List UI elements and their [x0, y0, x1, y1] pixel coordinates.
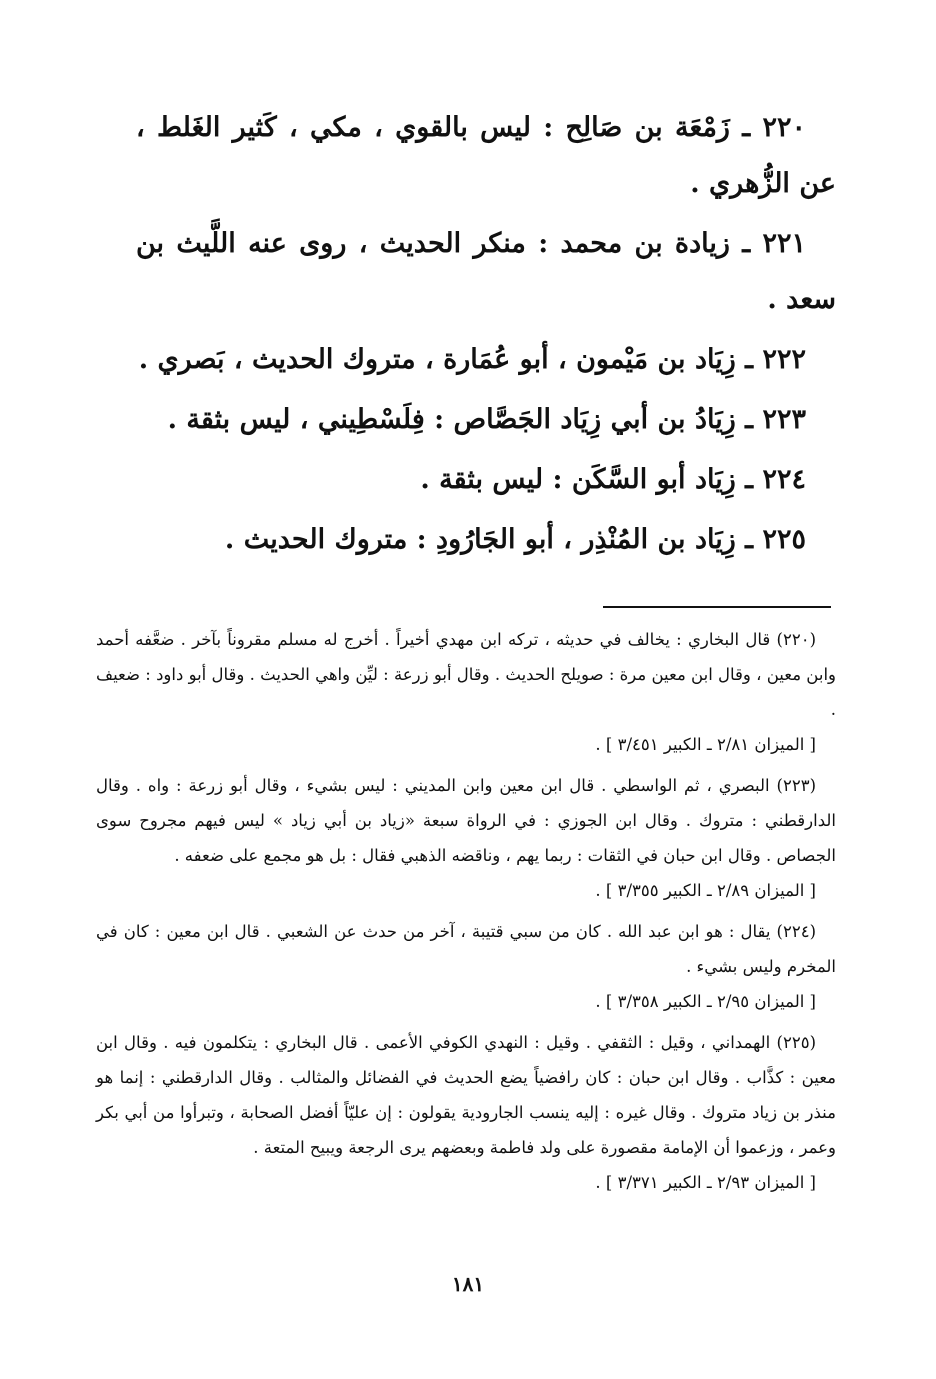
footnote-text: (٢٢٣) البصري ، ثم الواسطي . قال ابن معين وابن المديني : ليس بشيء ، وقال أبو زرعة : واه . وقال الدارقطني : متروك . وقال ابن الجوزي : في الرواة سبعة «زياد بن أبي زياد » ليس فيهم مجروح سوى الجصاص . وقال ابن حبان في الثقات : ربما يهم ، وناقضه الذهبي فقال : بل هو مجمع على ضعفه . — [96, 776, 836, 865]
footnote-text: (٢٢٠) قال البخاري : يخالف في حديثه ، تركه ابن مهدي أخيراً . أخرج له مسلم مقروناً بآخر . ضعَّفه أحمد وابن معين ، وقال ابن معين مرة : صويلح الحديث . وقال أبو زرعة : ليِّن واهي الحديث . وقال أبو داود : ضعيف . — [96, 630, 836, 719]
footnote-text: (٢٢٤) يقال : هو ابن عبد الله . كان من سبي قتيبة ، آخر من حدث عن الشعبي . قال ابن معين : كان في المخرم وليس بشيء . — [96, 922, 836, 976]
narrator-entries — [136, 100, 836, 568]
entry-221: ٢٢١ ـ زيادة بن محمد : منكر الحديث ، روى عنه اللَّيث بن سعد . — [136, 228, 836, 315]
footnote-reference: [ الميزان ٢/٩٥ ـ الكبير ٣/٣٥٨ ] . — [595, 992, 816, 1011]
footnote-reference: [ الميزان ٢/٨١ ـ الكبير ٣/٤٥١ ] . — [595, 735, 816, 754]
footnote-224 — [96, 914, 836, 1019]
entry-225: ٢٢٥ ـ زِيَاد بن المُنْذِر ، أبو الجَارُودِ : متروك الحديث . — [224, 524, 806, 555]
footnote-220 — [96, 622, 836, 762]
footnote-divider — [603, 606, 831, 608]
footnote-225 — [96, 1025, 836, 1200]
entry-222: ٢٢٢ ـ زِيَاد بن مَيْمون ، أبو عُمَارة ، متروك الحديث ، بَصري . — [138, 344, 806, 375]
entry-224: ٢٢٤ ـ زِيَاد أبو السَّكَن : ليس بثقة . — [420, 464, 806, 495]
footnotes — [96, 622, 836, 1206]
footnote-223 — [96, 768, 836, 908]
footnote-reference: [ الميزان ٢/٩٣ ـ الكبير ٣/٣٧١ ] . — [595, 1173, 816, 1192]
footnote-reference: [ الميزان ٢/٨٩ ـ الكبير ٣/٣٥٥ ] . — [595, 881, 816, 900]
page-number: ١٨١ — [451, 1272, 485, 1296]
entry-220: ٢٢٠ ـ زَمْعَة بن صَالِح : ليس بالقوي ، مكي ، كَثير الغَلط ، عن الزُّهري . — [136, 112, 836, 199]
footnote-text: (٢٢٥) الهمداني ، وقيل : الثقفي . وقيل : النهدي الكوفي الأعمى . قال البخاري : يتكلمون فيه . وقال ابن معين : كذَّاب . وقال ابن حبان : كان رافضياً يضع الحديث في الفضائل والمثالب . وقال الدارقطني : إنما هو منذر بن زياد متروك . وقال غيره : إليه ينسب الجارودية يقولون : إن عليّاً أفضل الصحابة ، وتبرأوا من أبي بكر وعمر ، وزعموا أن الإمامة مقصورة على ولد فاطمة وبعضهم يرى الرجعة ويبيح المتعة . — [96, 1033, 836, 1157]
entry-223: ٢٢٣ ـ زِيَادُ بن أبي زِيَاد الجَصَّاص : فِلَسْطِيني ، ليس بثقة . — [167, 404, 806, 435]
